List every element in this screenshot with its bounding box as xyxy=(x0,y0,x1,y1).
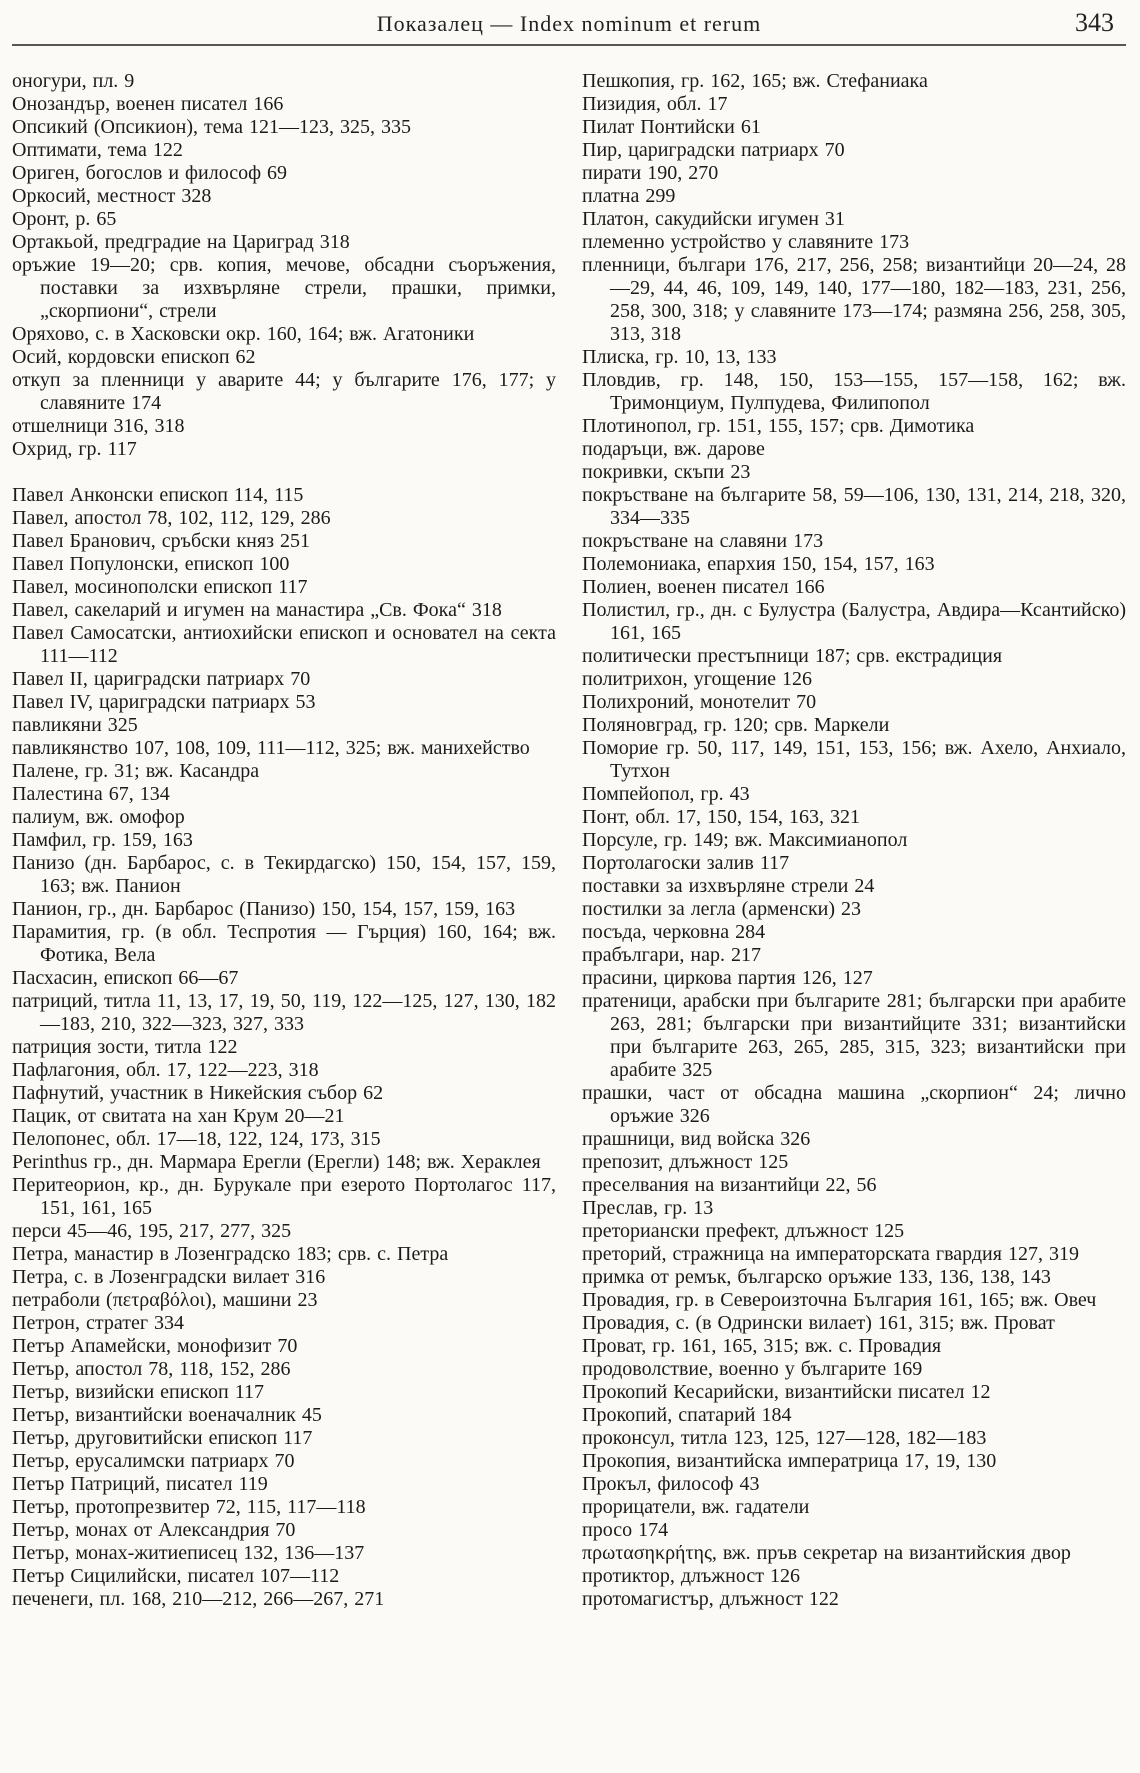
index-entry: прабългари, нар. 217 xyxy=(582,944,761,966)
index-entry: Павел IV, цариградски патриарх 53 xyxy=(12,691,316,713)
index-entry: Осий, кордовски епископ 62 xyxy=(12,346,256,368)
index-entry: Охрид, гр. 117 xyxy=(12,438,137,460)
index-entry: пленници, българи 176, 217, 256, 258; византийци 20—24, 28—29, 44, 46, 109, 149, 140, 177—180, 182—183, 231, 256, 258, 300, 318; у славяните 173—174; размяна 256, 258, 305, 313, 318 xyxy=(582,254,1126,345)
index-entry: Полиен, военен писател 166 xyxy=(582,576,825,598)
index-entry: прашки, част от обсадна машина „скорпион“ 24; лично оръжие 326 xyxy=(582,1082,1126,1127)
index-entry: Проват, гр. 161, 165, 315; вж. с. Провадия xyxy=(582,1335,942,1357)
index-entry: печенеги, пл. 168, 210—212, 266—267, 271 xyxy=(12,1588,385,1610)
index-entry: Павел II, цариградски патриарх 70 xyxy=(12,668,311,690)
index-entry: Провадия, гр. в Североизточна България 161, 165; вж. Овеч xyxy=(582,1289,1097,1311)
index-entry: Ортакьой, предградие на Цариград 318 xyxy=(12,231,350,253)
index-entry: Пилат Понтийски 61 xyxy=(582,116,761,138)
index-entry: Понт, обл. 17, 150, 154, 163, 321 xyxy=(582,806,861,828)
index-entry: Прокопий Кесарийски, византийски писател 12 xyxy=(582,1381,991,1403)
index-entry: покривки, скъпи 23 xyxy=(582,461,751,483)
index-entry: просо 174 xyxy=(582,1519,669,1541)
index-entry: прашници, вид войска 326 xyxy=(582,1128,811,1150)
index-entry: патриций, титла 11, 13, 17, 19, 50, 119, 122—125, 127, 130, 182—183, 210, 322—323, 327, 333 xyxy=(12,990,556,1035)
index-entry: Пафнутий, участник в Никейския събор 62 xyxy=(12,1082,384,1104)
index-section xyxy=(582,70,1126,1611)
index-entry: преториански префект, длъжност 125 xyxy=(582,1220,905,1242)
index-entry: Оряхово, с. в Хасковски окр. 160, 164; вж. Агатоники xyxy=(12,323,475,345)
index-entry: протиктор, длъжност 126 xyxy=(582,1565,800,1587)
index-entry: протомагистър, длъжност 122 xyxy=(582,1588,839,1610)
index-entry: прасини, циркова партия 126, 127 xyxy=(582,967,873,989)
index-entry: Полистил, гр., дн. с Булустра (Балустра, Авдира—Ксантийско) 161, 165 xyxy=(582,599,1126,644)
index-entry: Провадия, с. (в Одрински вилает) 161, 315; вж. Проват xyxy=(582,1312,1055,1334)
index-entry: Плиска, гр. 10, 13, 133 xyxy=(582,346,777,368)
index-entry: Петър, византийски военачалник 45 xyxy=(12,1404,322,1426)
index-entry: Павел, мосинополски епископ 117 xyxy=(12,576,308,598)
index-entry: Павел, сакеларий и игумен на манастира „Св. Фока“ 318 xyxy=(12,599,502,621)
header-rule xyxy=(12,44,1126,46)
index-entry: Преслав, гр. 13 xyxy=(582,1197,714,1219)
index-section xyxy=(12,70,556,461)
index-entry: Павел Анконски епископ 114, 115 xyxy=(12,484,304,506)
index-entry: Петър Апамейски, монофизит 70 xyxy=(12,1335,298,1357)
index-entry: Петър, протопрезвитер 72, 115, 117—118 xyxy=(12,1496,366,1518)
index-entry: Порсуле, гр. 149; вж. Максимианопол xyxy=(582,829,908,851)
index-entry: Петър Сицилийски, писател 107—112 xyxy=(12,1565,340,1587)
index-entry: Палестина 67, 134 xyxy=(12,783,170,805)
index-entry: продоволствие, военно у българите 169 xyxy=(582,1358,923,1380)
index-entry: Поляновград, гр. 120; срв. Маркели xyxy=(582,714,890,736)
index-entry: Парамития, гр. (в обл. Теспротия — Гърция) 160, 164; вж. Фотика, Вела xyxy=(12,921,556,966)
index-entry: Петър, монах-житиеписец 132, 136—137 xyxy=(12,1542,365,1564)
index-entry: Пасхасин, епископ 66—67 xyxy=(12,967,239,989)
index-entry: Петър, монах от Александрия 70 xyxy=(12,1519,296,1541)
index-entry: палиум, вж. омофор xyxy=(12,806,185,828)
index-entry: Петър, апостол 78, 118, 152, 286 xyxy=(12,1358,291,1380)
index-entry: Плотинопол, гр. 151, 155, 157; срв. Димотика xyxy=(582,415,975,437)
index-entry: Палене, гр. 31; вж. Касандра xyxy=(12,760,260,782)
index-entry: отшелници 316, 318 xyxy=(12,415,185,437)
index-entry: Памфил, гр. 159, 163 xyxy=(12,829,193,851)
index-entry: Опсикий (Опсикион), тема 121—123, 325, 335 xyxy=(12,116,412,138)
index-entry: Перитеорион, кр., дн. Бурукале при езерото Портолагос 117, 151, 161, 165 xyxy=(12,1174,556,1219)
index-entry: Павел, апостол 78, 102, 112, 129, 286 xyxy=(12,507,331,529)
index-entry: Панион, гр., дн. Барбарос (Панизо) 150, 154, 157, 159, 163 xyxy=(12,898,516,920)
index-entry: Петрон, стратег 334 xyxy=(12,1312,185,1334)
page-number: 343 xyxy=(1075,8,1114,37)
index-entry: политически престъпници 187; срв. екстрадиция xyxy=(582,645,1003,667)
index-column-right xyxy=(582,70,1126,1611)
index-column-left xyxy=(12,70,556,1611)
index-entry: посъда, черковна 284 xyxy=(582,921,766,943)
index-entry: Петър, визийски епископ 117 xyxy=(12,1381,264,1403)
index-entry: Петър, друговитийски епископ 117 xyxy=(12,1427,313,1449)
index-entry: Онозандър, военен писател 166 xyxy=(12,93,284,115)
index-entry: Павел Самосатски, антиохийски епископ и основател на секта 111—112 xyxy=(12,622,556,667)
index-entry: Пелопонес, обл. 17—18, 122, 124, 173, 315 xyxy=(12,1128,381,1150)
index-entry: оногури, пл. 9 xyxy=(12,70,135,92)
index-entry: Прокопия, византийска императрица 17, 19, 130 xyxy=(582,1450,997,1472)
index-entry: Perinthus гр., дн. Мармара Ерегли (Ерегли) 148; вж. Хераклея xyxy=(12,1151,541,1173)
index-entry: пратеници, арабски при българите 281; български при арабите 263, 281; български при византийците 331; византийски при българите 263, 265, 285, 315, 323; византийски при арабите 325 xyxy=(582,990,1126,1081)
index-entry: Петра, с. в Лозенградски вилает 316 xyxy=(12,1266,326,1288)
index-entry: Панизо (дн. Барбарос, с. в Текирдагско) 150, 154, 157, 159, 163; вж. Панион xyxy=(12,852,556,897)
index-entry: Ориген, богослов и философ 69 xyxy=(12,162,288,184)
index-entry: поставки за изхвърляне стрели 24 xyxy=(582,875,875,897)
index-entry: Полемониака, епархия 150, 154, 157, 163 xyxy=(582,553,935,575)
index-entry: платна 299 xyxy=(582,185,676,207)
index-entry: проконсул, титла 123, 125, 127—128, 182—183 xyxy=(582,1427,987,1449)
index-entry: примка от ремък, българско оръжие 133, 136, 138, 143 xyxy=(582,1266,1051,1288)
index-entry: племенно устройство у славяните 173 xyxy=(582,231,910,253)
index-entry: преселвания на византийци 22, 56 xyxy=(582,1174,877,1196)
index-entry: покръстване на българите 58, 59—106, 130, 131, 214, 218, 320, 334—335 xyxy=(582,484,1126,529)
index-entry: Поморие гр. 50, 117, 149, 151, 153, 156; вж. Ахело, Анхиало, Тутхон xyxy=(582,737,1126,782)
index-entry: Полихроний, монотелит 70 xyxy=(582,691,817,713)
index-entry: пирати 190, 270 xyxy=(582,162,719,184)
index-entry: откуп за пленници у аварите 44; у българите 176, 177; у славяните 174 xyxy=(12,369,556,414)
index-entry: Портолагоски залив 117 xyxy=(582,852,790,874)
index-entry: покръстване на славяни 173 xyxy=(582,530,824,552)
index-entry: πρωτασηκρήτης, вж. пръв секретар на византийския двор xyxy=(582,1542,1071,1564)
page-title: Показалец — Index nominum et rerum xyxy=(376,11,762,36)
index-columns xyxy=(12,70,1126,1611)
index-entry: Павел Бранович, сръбски княз 251 xyxy=(12,530,310,552)
index-entry: Прокопий, спатарий 184 xyxy=(582,1404,792,1426)
index-entry: Петра, манастир в Лозенградско 183; срв. с. Петра xyxy=(12,1243,449,1265)
index-entry: Пацик, от свитата на хан Крум 20—21 xyxy=(12,1105,345,1127)
index-entry: Павел Популонски, епископ 100 xyxy=(12,553,290,575)
index-entry: перси 45—46, 195, 217, 277, 325 xyxy=(12,1220,292,1242)
index-entry: Пир, цариградски патриарх 70 xyxy=(582,139,845,161)
index-entry: оръжие 19—20; срв. копия, мечове, обсадни съоръжения, поставки за изхвърляне стрели, прашки, примки, „скорпиони“, стрели xyxy=(12,254,556,322)
index-entry: Прокъл, философ 43 xyxy=(582,1473,760,1495)
index-entry: Пизидия, обл. 17 xyxy=(582,93,728,115)
index-entry: Оронт, р. 65 xyxy=(12,208,117,230)
index-entry: петраболи (πετραβόλοι), машини 23 xyxy=(12,1289,318,1311)
index-entry: Платон, сакудийски игумен 31 xyxy=(582,208,845,230)
index-entry: Петър Патриций, писател 119 xyxy=(12,1473,268,1495)
index-entry: политрихон, угощение 126 xyxy=(582,668,813,690)
index-entry: препозит, длъжност 125 xyxy=(582,1151,789,1173)
index-entry: Пловдив, гр. 148, 150, 153—155, 157—158, 162; вж. Тримонциум, Пулпудева, Филипопол xyxy=(582,369,1126,414)
index-entry: преторий, стражница на императорската гвардия 127, 319 xyxy=(582,1243,1079,1265)
index-entry: прорицатели, вж. гадатели xyxy=(582,1496,810,1518)
index-entry: Петър, ерусалимски патриарх 70 xyxy=(12,1450,295,1472)
index-entry: павликяни 325 xyxy=(12,714,138,736)
index-entry: Оркосий, местност 328 xyxy=(12,185,212,207)
index-entry: Оптимати, тема 122 xyxy=(12,139,183,161)
index-section xyxy=(12,484,556,1611)
index-entry: Пешкопия, гр. 162, 165; вж. Стефаниака xyxy=(582,70,928,92)
index-entry: Помпейопол, гр. 43 xyxy=(582,783,750,805)
index-entry: постилки за легла (арменски) 23 xyxy=(582,898,862,920)
index-entry: павликянство 107, 108, 109, 111—112, 325; вж. манихейство xyxy=(12,737,530,759)
page-header xyxy=(12,6,1126,38)
index-entry: Пафлагония, обл. 17, 122—223, 318 xyxy=(12,1059,319,1081)
index-entry: подаръци, вж. дарове xyxy=(582,438,765,460)
index-entry: патриция зости, титла 122 xyxy=(12,1036,238,1058)
